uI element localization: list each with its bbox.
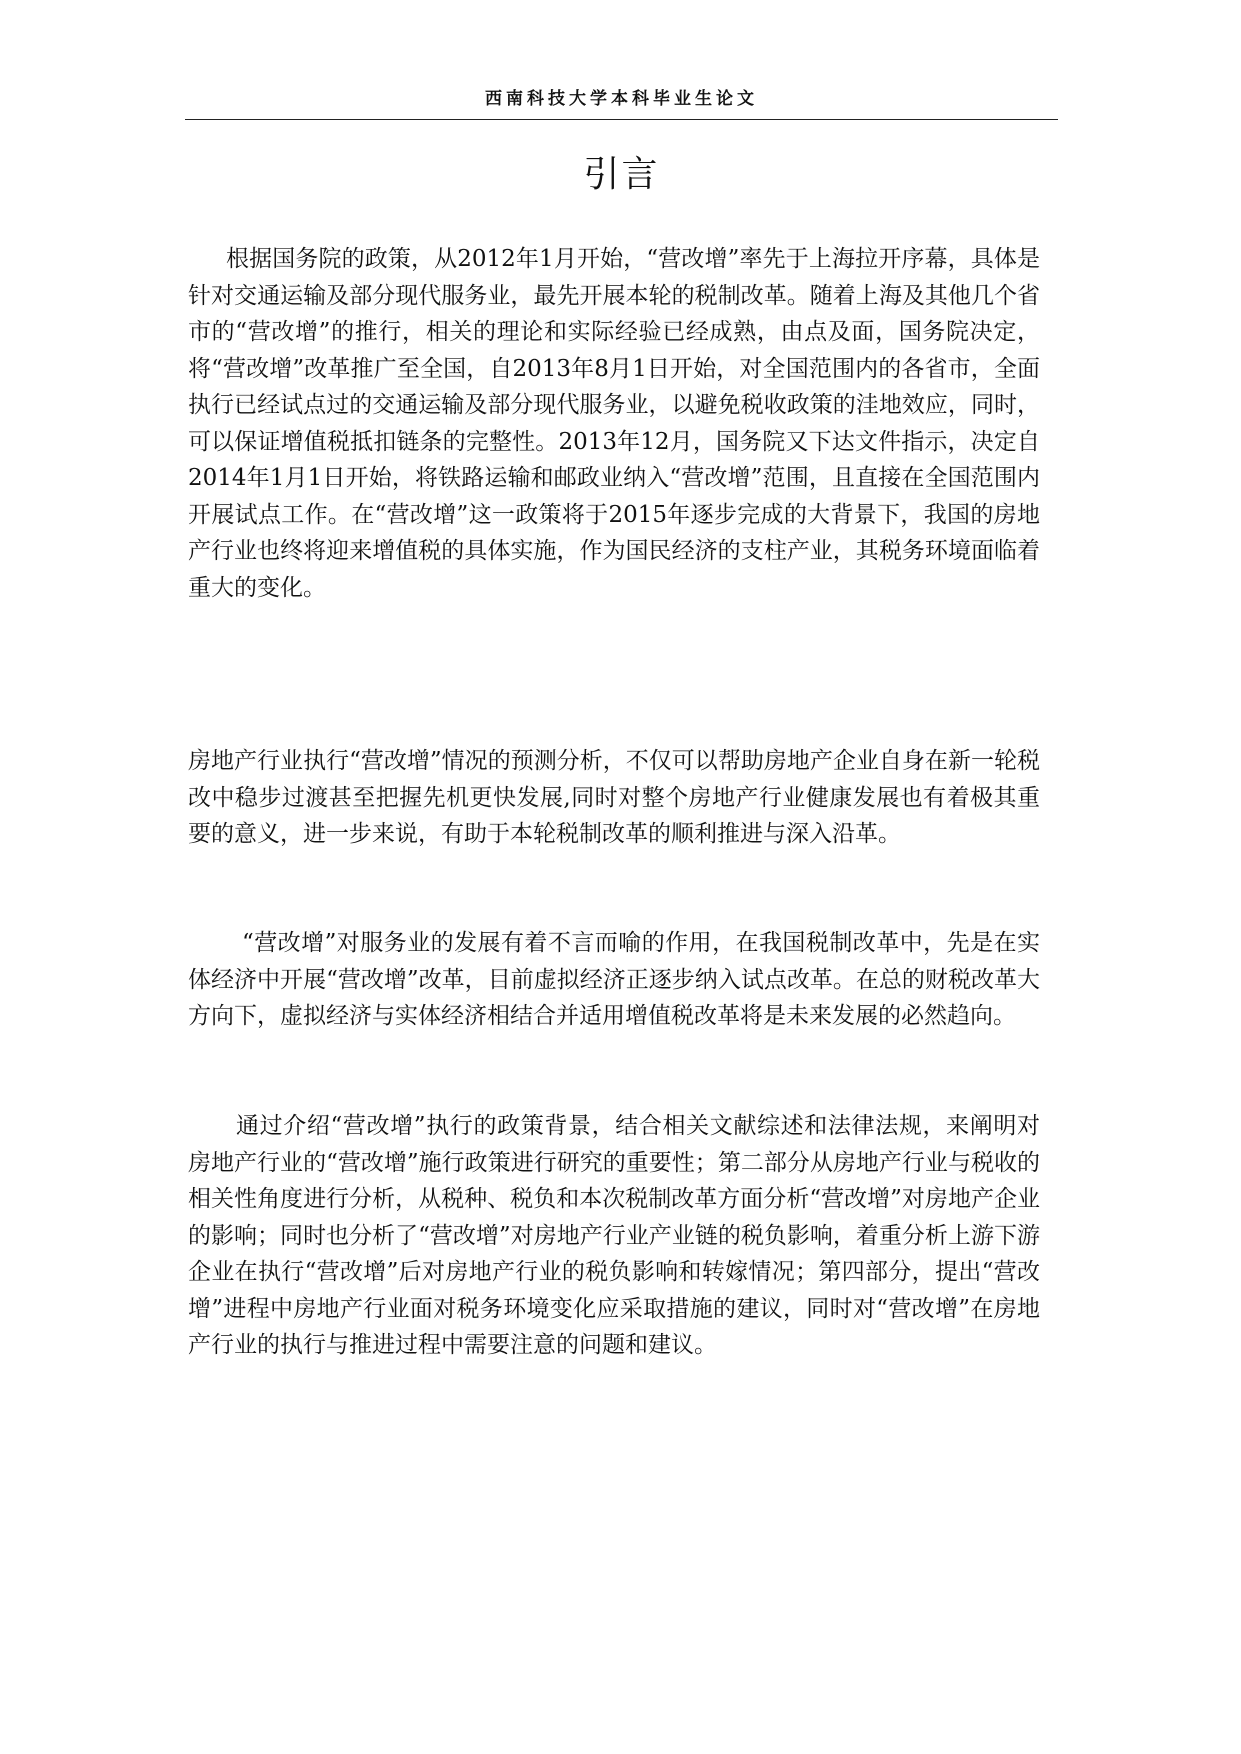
section-title: 引言 bbox=[583, 154, 660, 195]
running-header: 西南科技大学本科毕业生论文 bbox=[485, 89, 758, 109]
body-paragraph-2: 房地产行业执行“营改增”情况的预测分析，不仅可以帮助房地产企业自身在新一轮税改中稳步过渡甚至把握先机更快发展,同时对整个房地产行业健康发展也有着极其重要的意义，进一步来说，有助于本轮税制改革的顺利推进与深入沿革。 bbox=[188, 748, 1040, 847]
body-paragraph-4: 通过介绍“营改增”执行的政策背景，结合相关文献综述和法律法规，来阐明对房地产行业的“营改增”施行政策进行研究的重要性；第二部分从房地产行业与税收的相关性角度进行分析，从税种、税负和本次税制改革方面分析“营改增”对房地产企业的影响；同时也分析了“营改增”对房地产行业产业链的税负影响，着重分析上游下游企业在执行“营改增”后对房地产行业的税负影响和转嫁情况；第四部分，提出“营改增”进程中房地产行业面对税务环境变化应采取措施的建议，同时对“营改增”在房地产行业的执行与推进过程中需要注意的问题和建议。 bbox=[188, 1113, 1040, 1358]
body-paragraph-1: 根据国务院的政策，从2012年1月开始，“营改增”率先于上海拉开序幕，具体是针对交通运输及部分现代服务业，最先开展本轮的税制改革。随着上海及其他几个省市的“营改增”的推行，相关的理论和实际经验已经成熟，由点及面，国务院决定，将“营改增”改革推广至全国，自2013年8月1日开始，对全国范围内的各省市，全面执行已经试点过的交通运输及部分现代服务业，以避免税收政策的洼地效应，同时，可以保证增值税抵扣链条的完整性。2013年12月，国务院又下达文件指示，决定自2014年1月1日开始，将铁路运输和邮政业纳入“营改增”范围，且直接在全国范围内开展试点工作。在“营改增”这一政策将于2015年逐步完成的大背景下，我国的房地产行业也终将迎来增值税的具体实施，作为国民经济的支柱产业，其税务环境面临着重大的变化。 bbox=[188, 246, 1040, 601]
body-paragraph-3: “营改增”对服务业的发展有着不言而喻的作用，在我国税制改革中，先是在实体经济中开展“营改增”改革，目前虚拟经济正逐步纳入试点改革。在总的财税改革大方向下，虚拟经济与实体经济相结合并适用增值税改革将是未来发展的必然趋向。 bbox=[188, 930, 1040, 1029]
header-divider bbox=[185, 119, 1058, 120]
